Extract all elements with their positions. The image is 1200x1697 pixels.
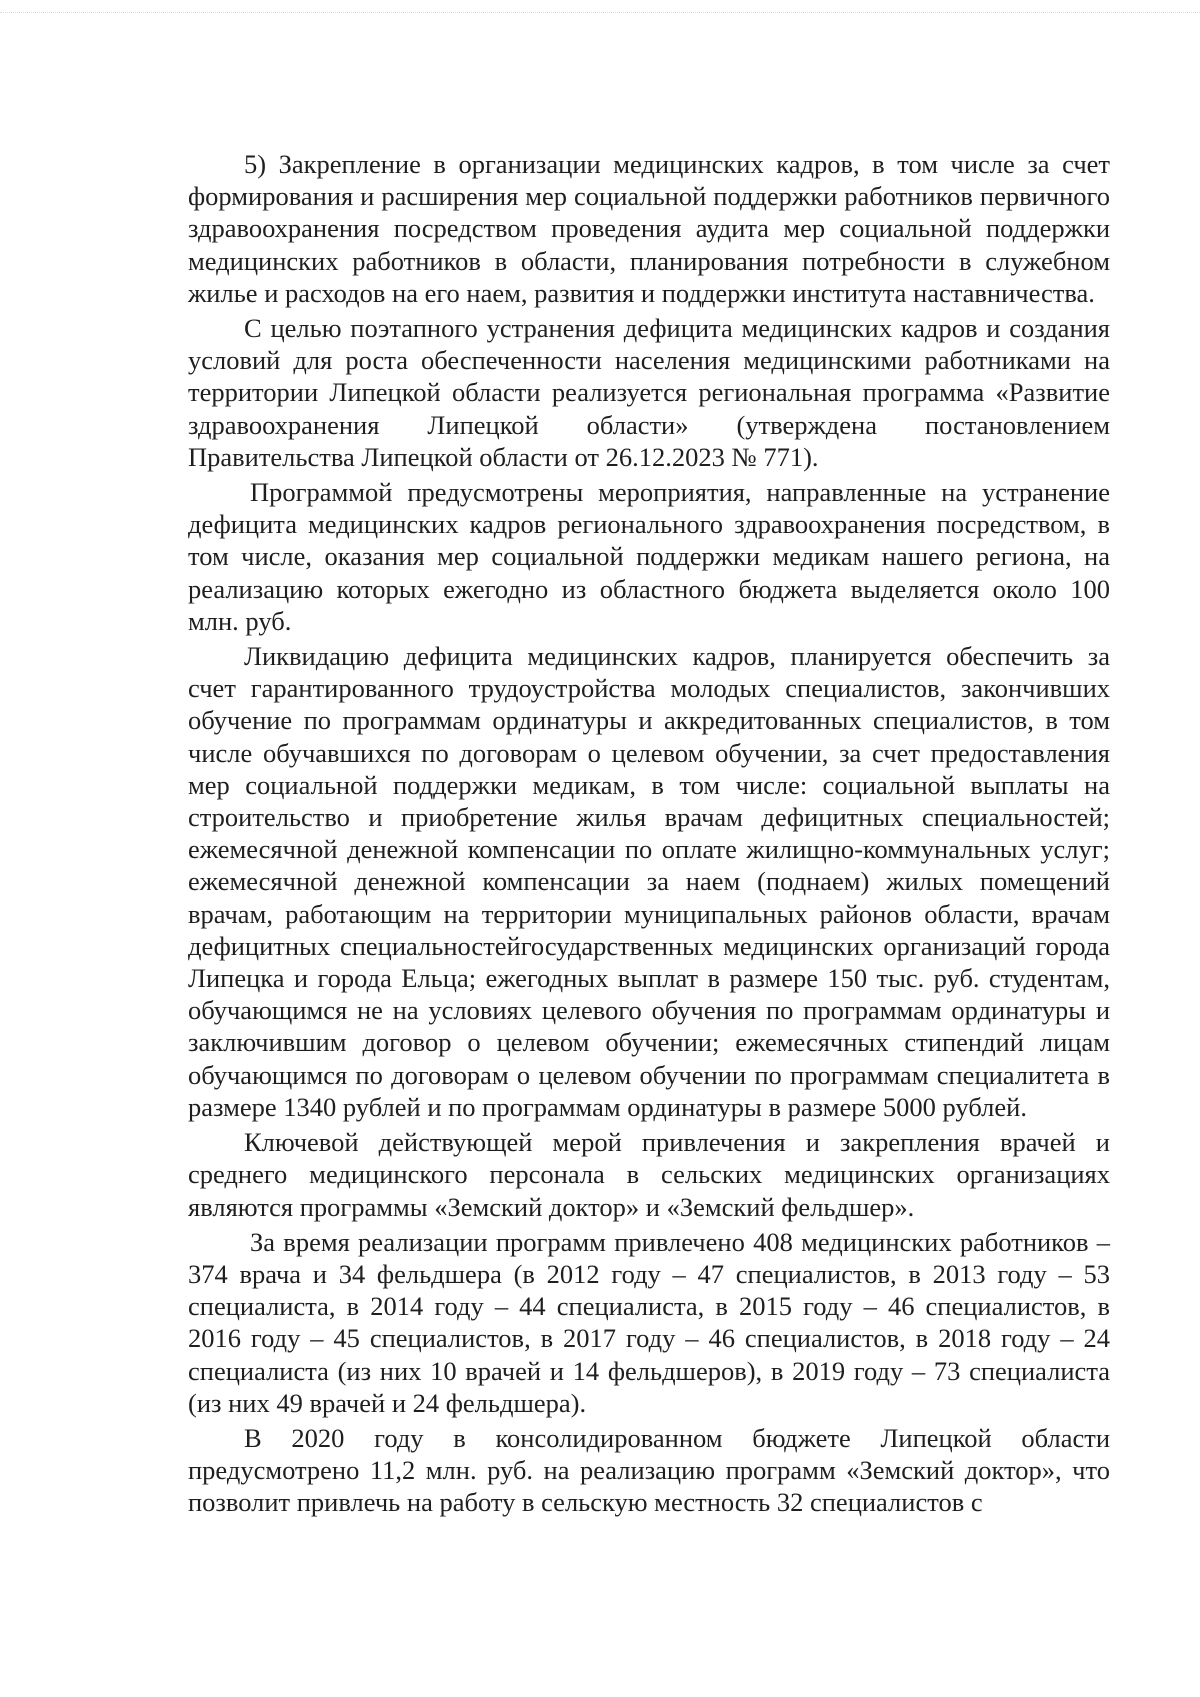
document-body [188,148,1110,1522]
paragraph-budget-2020: В 2020 году в консолидированном бюджете Липецкой области предусмотрено 11,2 млн. руб. на реализацию программ «Земский доктор», что позволит привлечь на работу в сельскую местность 32 специалистов с [188,1422,1110,1518]
paragraph-recruitment-stats: За время реализации программ привлечено 408 медицинских работников – 374 врача и 34 фельдшера (в 2012 году – 47 специалистов, в 2013 году – 53 специалиста, в 2014 году – 44 специалиста, в 2015 году – 46 специалистов, в 2016 году – 45 специалистов, в 2017 году – 46 специалистов, в 2018 году – 24 специалиста (из них 10 врачей и 14 фельдшеров), в 2019 году – 73 специалиста (из них 49 врачей и 24 фельдшера). [188,1226,1110,1418]
scan-top-edge [0,12,1200,13]
paragraph-regional-program: С целью поэтапного устранения дефицита медицинских кадров и создания условий для роста обеспеченности населения медицинскими работниками на территории Липецкой области реализуется региональная программа «Развитие здравоохранения Липецкой области» (утверждена постановлением Правительства Липецкой области от 26.12.2023 № 771). [188,313,1110,472]
paragraph-deficit-elimination: Ликвидацию дефицита медицинских кадров, планируется обеспечить за счет гарантированного трудоустройства молодых специалистов, закончивших обучение по программам ординатуры и аккредитованных специалистов, в том числе обучавшихся по договорам о целевом обучении, за счет предоставления мер социальной поддержки медикам, в том числе: социальной выплаты на строительство и приобретение жилья врачам дефицитных специальностей; ежемесячной денежной компенсации по оплате жилищно-коммунальных услуг; ежемесячной денежной компенсации за наем (поднаем) жилых помещений врачам, работающим на территории муниципальных районов области, врачам дефицитных специальностейгосударственных медицинских организаций города Липецка и города Ельца; ежегодных выплат в размере 150 тыс. руб. студентам, обучающимся не на условиях целевого обучения по программам ординатуры и заключившим договор о целевом обучении; ежемесячных стипендий лицам обучающимся по договорам о целевом обучении по программам специалитета в размере 1340 рублей и по программам ординатуры в размере 5000 рублей. [188,641,1110,1122]
paragraph-zemsky-programs: Ключевой действующей мерой привлечения и закрепления врачей и среднего медицинского персонала в сельских медицинских организациях являются программы «Земский доктор» и «Земский фельдшер». [188,1127,1110,1222]
paragraph-staff-retention: 5) Закрепление в организации медицинских кадров, в том числе за счет формирования и расширения мер социальной поддержки работников первичного здравоохранения посредством проведения аудита мер социальной поддержки медицинских работников в области, планирования потребности в служебном жилье и расходов на его наем, развития и поддержки института наставничества. [188,149,1110,308]
paragraph-program-measures: Программой предусмотрены мероприятия, направленные на устранение дефицита медицинских кадров регионального здравоохранения посредством, в том числе, оказания мер социальной поддержки медикам нашего региона, на реализацию которых ежегодно из областного бюджета выделяется около 100 млн. руб. [188,477,1110,636]
